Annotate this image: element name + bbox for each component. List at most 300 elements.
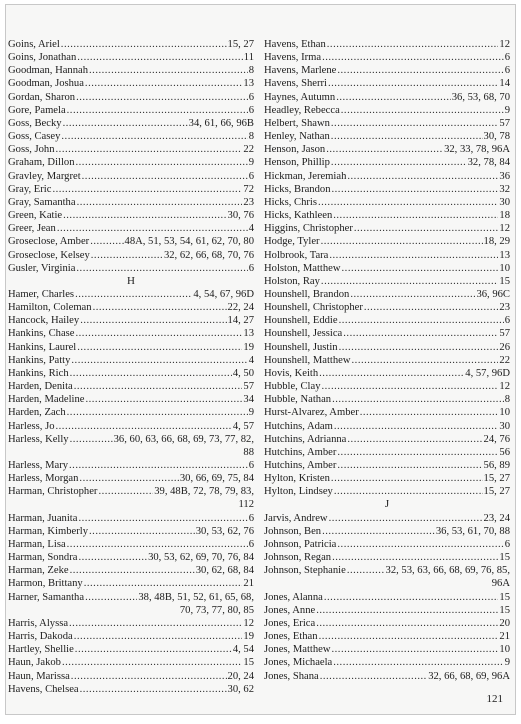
index-entry	[264, 77, 510, 90]
entry-name: Harden, Denita	[8, 381, 73, 393]
dot-leader	[339, 341, 499, 354]
entry-name: Jones, Michaela	[264, 657, 333, 669]
dot-leader	[77, 51, 243, 64]
entry-pages-continued: 96A	[491, 578, 510, 590]
entry-name: Greer, Jean	[8, 223, 56, 235]
dot-leader	[98, 485, 153, 498]
section-letter: J	[384, 498, 390, 511]
dot-leader	[91, 249, 163, 262]
dot-leader	[316, 604, 498, 617]
entry-name: Harless, Mary	[8, 460, 69, 471]
entry-pages: 32, 62, 66, 68, 70, 76	[163, 249, 254, 261]
index-entry	[264, 656, 510, 669]
index-entry	[8, 104, 254, 117]
entry-name: Hamilton, Coleman	[8, 302, 92, 314]
dot-leader	[89, 64, 248, 77]
entry-name: Goodman, Hannah	[8, 65, 89, 77]
entry-name: Hounshell, Matthew	[264, 354, 351, 366]
entry-pages: 8	[248, 131, 254, 143]
entry-pages: 11	[243, 52, 254, 64]
dot-leader	[347, 564, 385, 577]
entry-name: Goss, Becky	[8, 117, 62, 129]
index-entry	[8, 538, 254, 551]
entry-name: Hylton, Lindsey	[264, 486, 333, 498]
entry-pages: 4, 50	[232, 367, 254, 379]
entry-name: Jarvis, Andrew	[264, 512, 328, 524]
entry-pages: 6	[248, 91, 254, 103]
entry-pages: 32, 33, 78, 96A	[444, 144, 510, 156]
entry-name: Hubble, Clay	[264, 381, 321, 393]
dot-leader	[67, 104, 248, 117]
dot-leader	[339, 314, 504, 327]
entry-pages: 15, 27	[227, 39, 254, 50]
entry-name: Harman, Lisa	[8, 538, 66, 550]
entry-pages: 15	[499, 604, 510, 616]
entry-pages: 57	[499, 328, 510, 340]
index-entry	[264, 380, 510, 393]
dot-leader	[319, 367, 464, 380]
dot-leader	[85, 591, 137, 604]
entry-name: Hankins, Patty	[8, 354, 71, 366]
entry-pages: 36, 96C	[476, 288, 510, 300]
index-entry	[8, 91, 254, 104]
entry-name: Holston, Ray	[264, 275, 320, 287]
entry-pages: 8	[248, 65, 254, 77]
entry-pages: 20	[499, 617, 510, 629]
entry-pages: 4	[248, 354, 254, 366]
entry-name: Harman, Juanita	[8, 512, 78, 524]
entry-pages: 9	[248, 157, 254, 169]
index-entry	[264, 288, 510, 301]
dot-leader	[85, 393, 242, 406]
entry-name: Harman, Kimberly	[8, 525, 89, 537]
entry-pages: 12	[499, 381, 510, 393]
dot-leader	[78, 551, 147, 564]
index-entry	[264, 275, 510, 288]
dot-leader	[334, 420, 499, 433]
dot-leader	[67, 538, 248, 551]
entry-pages: 30	[499, 196, 510, 208]
entry-pages: 19	[243, 341, 254, 353]
dot-leader	[74, 630, 243, 643]
entry-name: Hutchins, Amber	[264, 460, 337, 471]
entry-pages: 23	[499, 302, 510, 314]
entry-pages: 21	[499, 631, 510, 643]
entry-pages: 32, 78, 84	[467, 157, 510, 169]
index-entry	[8, 393, 254, 406]
entry-name: Haun, Marissa	[8, 670, 70, 682]
index-entry	[8, 235, 254, 248]
entry-pages: 6	[504, 315, 510, 327]
entry-name: Jones, Matthew	[264, 644, 331, 656]
index-entry	[264, 525, 510, 538]
index-entry	[264, 446, 510, 459]
dot-leader	[352, 354, 499, 367]
index-entry	[8, 170, 254, 183]
dot-leader	[332, 643, 499, 656]
entry-pages: 57	[499, 117, 510, 129]
dot-leader	[76, 327, 243, 340]
entry-pages: 18, 29	[483, 236, 510, 248]
index-entry	[264, 472, 510, 485]
index-entry	[264, 406, 510, 419]
index-entry	[264, 104, 510, 117]
entry-pages: 36, 53, 61, 70, 88	[435, 525, 510, 537]
index-entry	[264, 670, 510, 683]
entry-pages: 34	[243, 394, 254, 406]
index-entry	[264, 367, 510, 380]
entry-pages: 6	[248, 170, 254, 182]
entry-pages: 21	[243, 578, 254, 590]
index-entry	[264, 222, 510, 235]
entry-name: Harman, Sondra	[8, 552, 78, 564]
index-entry	[8, 525, 254, 538]
entry-pages: 32	[499, 183, 510, 195]
entry-pages: 30, 62	[227, 683, 254, 695]
index-entry	[8, 564, 254, 577]
entry-name: Havens, Ethan	[264, 39, 326, 50]
entry-pages: 30	[499, 420, 510, 432]
entry-name: Holston, Matthew	[264, 262, 341, 274]
entry-name: Gusler, Virginia	[8, 262, 76, 274]
dot-leader	[320, 670, 427, 683]
entry-name: Holbrook, Tara	[264, 249, 329, 261]
dot-leader	[331, 117, 499, 130]
index-entry	[264, 143, 510, 156]
entry-pages: 15	[499, 275, 510, 287]
entry-pages: 30, 66, 69, 75, 84	[179, 473, 254, 485]
entry-pages: 13	[499, 249, 510, 261]
dot-leader	[63, 209, 226, 222]
entry-pages: 10	[499, 644, 510, 656]
dot-leader	[343, 327, 498, 340]
entry-pages: 22	[243, 144, 254, 156]
entry-name: Hurst-Alvarez, Amber	[264, 407, 359, 419]
entry-pages: 4	[248, 223, 254, 235]
dot-leader	[67, 406, 248, 419]
dot-leader	[57, 222, 248, 235]
entry-name: Hankins, Laurel	[8, 341, 77, 353]
index-entry	[8, 183, 254, 196]
entry-name: Havens, Sherri	[264, 78, 327, 90]
entry-pages: 20, 24	[227, 670, 254, 682]
entry-pages-continued: 88	[243, 446, 254, 458]
entry-name: Havens, Marlene	[264, 65, 337, 77]
index-entry	[264, 617, 510, 630]
entry-name: Hartley, Shellie	[8, 644, 74, 656]
entry-pages: 23	[243, 196, 254, 208]
dot-leader	[337, 64, 503, 77]
index-page	[5, 4, 516, 715]
entry-pages: 4, 54	[232, 644, 254, 656]
entry-pages: 32, 53, 63, 66, 68, 69, 76, 85,	[385, 565, 510, 577]
entry-pages: 22	[499, 354, 510, 366]
dot-leader	[350, 288, 475, 301]
dot-leader	[336, 91, 451, 104]
dot-leader	[327, 38, 499, 51]
entry-pages: 30, 53, 62, 69, 70, 76, 84	[148, 552, 254, 564]
index-entry	[264, 183, 510, 196]
dot-leader	[324, 591, 499, 604]
entry-pages: 14, 27	[227, 315, 254, 327]
entry-name: Hutchins, Adam	[264, 420, 333, 432]
dot-leader	[334, 485, 483, 498]
entry-pages: 36, 53, 68, 70	[451, 91, 510, 103]
entry-name: Harris, Dakoda	[8, 631, 73, 643]
entry-name: Hounshell, Eddie	[264, 315, 338, 327]
index-entry	[8, 209, 254, 222]
index-entry	[264, 301, 510, 314]
index-entry	[264, 117, 510, 130]
index-entry	[8, 577, 254, 590]
dot-leader	[69, 459, 248, 472]
dot-leader	[337, 538, 503, 551]
entry-name: Hicks, Chris	[264, 196, 317, 208]
entry-name: Henley, Nathan	[264, 131, 330, 143]
index-entry	[8, 630, 254, 643]
entry-name: Johnson, Stephanie	[264, 565, 346, 577]
index-entry	[264, 196, 510, 209]
index-entry	[8, 288, 254, 301]
entry-name: Hubble, Nathan	[264, 394, 332, 406]
entry-pages: 12	[243, 617, 254, 629]
dot-leader	[63, 117, 188, 130]
entry-name: Harner, Samantha	[8, 591, 85, 603]
entry-pages: 18	[499, 210, 510, 222]
index-entry	[264, 209, 510, 222]
entry-pages: 22, 24	[227, 302, 254, 314]
index-entry	[264, 512, 510, 525]
entry-name: Hankins, Chase	[8, 328, 75, 340]
index-entry	[8, 485, 254, 498]
index-entry	[8, 314, 254, 327]
entry-name: Goss, John	[8, 144, 55, 156]
entry-pages: 6	[504, 52, 510, 64]
index-entry	[8, 670, 254, 683]
dot-leader	[89, 525, 195, 538]
dot-leader	[321, 235, 483, 248]
page-number: 121	[486, 693, 503, 705]
dot-leader	[360, 406, 499, 419]
entry-name: Hankins, Rich	[8, 367, 69, 379]
dot-leader	[71, 354, 247, 367]
entry-name: Helbert, Shawn	[264, 117, 330, 129]
index-entry	[8, 420, 254, 433]
entry-name: Havens, Irma	[264, 52, 322, 64]
entry-pages: 32, 66, 68, 69, 96A	[428, 670, 510, 682]
entry-name: Harden, Madeline	[8, 394, 85, 406]
index-entry	[8, 551, 254, 564]
entry-pages: 15	[499, 552, 510, 564]
dot-leader	[322, 525, 435, 538]
dot-leader	[331, 130, 483, 143]
entry-name: Goss, Casey	[8, 131, 61, 143]
index-entry	[264, 459, 510, 472]
entry-pages: 4, 57, 96D	[465, 367, 510, 379]
entry-pages: 8	[504, 394, 510, 406]
entry-name: Hancock, Hailey	[8, 315, 80, 327]
entry-name: Gray, Eric	[8, 183, 52, 195]
index-entry	[264, 156, 510, 169]
entry-name: Johnson, Ben	[264, 525, 322, 537]
dot-leader	[354, 222, 499, 235]
entry-name: Harless, Morgan	[8, 473, 79, 485]
entry-name: Hovis, Keith	[264, 367, 319, 379]
entry-pages: 6	[248, 538, 254, 550]
index-entry	[8, 354, 254, 367]
entry-pages: 6	[248, 104, 254, 116]
index-entry	[8, 249, 254, 262]
index-entry	[264, 249, 510, 262]
index-entry	[8, 64, 254, 77]
entry-name: Goins, Jonathan	[8, 52, 77, 64]
entry-name: Gray, Samantha	[8, 196, 76, 208]
entry-pages: 30, 78	[483, 131, 510, 143]
entry-pages: 6	[504, 65, 510, 77]
entry-name: Hutchins, Adrianna	[264, 433, 347, 445]
entry-pages: 24, 76	[483, 433, 510, 445]
dot-leader	[70, 564, 195, 577]
entry-pages: 13	[243, 328, 254, 340]
index-entry	[264, 538, 510, 551]
entry-pages-continued: 70, 73, 77, 80, 85	[179, 604, 254, 616]
index-entry	[264, 51, 510, 64]
entry-name: Headley, Rebecca	[264, 104, 340, 116]
entry-name: Hickman, Jeremiah	[264, 170, 347, 182]
index-entry	[8, 406, 254, 419]
entry-name: Hamer, Charles	[8, 288, 75, 300]
index-entry	[264, 564, 510, 577]
entry-pages: 36	[499, 170, 510, 182]
dot-leader	[71, 670, 227, 683]
dot-leader	[75, 288, 192, 301]
entry-pages: 15, 27	[483, 486, 510, 498]
entry-name: Harman, Zeke	[8, 565, 69, 577]
dot-leader	[332, 551, 498, 564]
entry-pages: 6	[504, 538, 510, 550]
index-entry	[264, 420, 510, 433]
index-entry	[8, 367, 254, 380]
entry-name: Jones, Shana	[264, 670, 319, 682]
dot-leader	[318, 196, 498, 209]
dot-leader	[76, 156, 248, 169]
index-entry	[8, 341, 254, 354]
entry-pages: 19	[243, 631, 254, 643]
index-entry	[264, 354, 510, 367]
entry-pages-continued: 112	[238, 499, 254, 511]
dot-leader	[331, 156, 467, 169]
index-entry	[8, 222, 254, 235]
entry-name: Jones, Ethan	[264, 631, 318, 643]
index-entry	[8, 472, 254, 485]
dot-leader	[84, 577, 243, 590]
index-entry	[8, 38, 254, 51]
dot-leader	[75, 643, 232, 656]
entry-pages: 12	[499, 223, 510, 235]
entry-pages: 10	[499, 262, 510, 274]
entry-pages: 12	[499, 39, 510, 50]
dot-leader	[77, 341, 242, 354]
dot-leader	[74, 380, 243, 393]
dot-leader	[319, 630, 499, 643]
dot-leader	[80, 314, 226, 327]
entry-pages: 38, 48B, 51, 52, 61, 65, 68,	[138, 591, 254, 603]
index-entry	[264, 591, 510, 604]
entry-pages: 30, 76	[227, 210, 254, 222]
dot-leader	[332, 183, 499, 196]
dot-leader	[331, 472, 483, 485]
entry-pages: 34, 61, 66, 96B	[188, 117, 254, 129]
index-entry	[8, 643, 254, 656]
index-entry	[264, 262, 510, 275]
index-entry	[264, 604, 510, 617]
dot-leader	[322, 51, 504, 64]
entry-name: Harman, Christopher	[8, 486, 98, 498]
dot-leader	[56, 420, 232, 433]
index-entry	[8, 327, 254, 340]
entry-pages: 15	[499, 591, 510, 603]
entry-name: Havens, Chelsea	[8, 683, 79, 695]
entry-name: Henson, Jason	[264, 144, 326, 156]
index-entry	[8, 617, 254, 630]
entry-pages: 56	[499, 446, 510, 458]
entry-pages: 9	[248, 407, 254, 419]
dot-leader	[329, 512, 483, 525]
index-entry	[264, 130, 510, 143]
dot-leader	[347, 170, 498, 183]
index-entry	[8, 262, 254, 275]
dot-leader	[78, 512, 247, 525]
dot-leader	[329, 249, 498, 262]
entry-name: Goodman, Joshua	[8, 78, 84, 90]
dot-leader	[321, 275, 498, 288]
entry-pages: 13	[243, 78, 254, 90]
dot-leader	[322, 380, 499, 393]
entry-name: Henson, Phillip	[264, 157, 330, 169]
index-entry	[8, 143, 254, 156]
index-entry	[8, 301, 254, 314]
dot-leader	[52, 183, 242, 196]
entry-name: Hounshell, Brandon	[264, 288, 350, 300]
section-letter: H	[127, 274, 135, 287]
dot-leader	[337, 446, 498, 459]
entry-name: Gordan, Sharon	[8, 91, 76, 103]
index-entry	[264, 327, 510, 340]
entry-name: Hylton, Kristen	[264, 473, 330, 485]
entry-name: Hicks, Brandon	[264, 183, 331, 195]
entry-name: Hodge, Tyler	[264, 236, 320, 248]
entry-name: Jones, Erica	[264, 617, 316, 629]
index-entry	[264, 643, 510, 656]
index-entry	[8, 117, 254, 130]
index-column-left	[8, 38, 254, 696]
index-entry	[8, 591, 254, 604]
index-entry	[264, 485, 510, 498]
dot-leader	[364, 301, 499, 314]
entry-pages: 14	[499, 78, 510, 90]
index-entry	[8, 51, 254, 64]
index-entry	[264, 433, 510, 446]
index-entry	[8, 459, 254, 472]
entry-name: Haun, Jakob	[8, 657, 61, 669]
dot-leader	[79, 472, 178, 485]
dot-leader	[70, 433, 113, 446]
index-entry	[264, 235, 510, 248]
dot-leader	[62, 656, 242, 669]
index-entry	[264, 630, 510, 643]
index-entry	[8, 77, 254, 90]
entry-name: Johnson, Regan	[264, 552, 332, 564]
